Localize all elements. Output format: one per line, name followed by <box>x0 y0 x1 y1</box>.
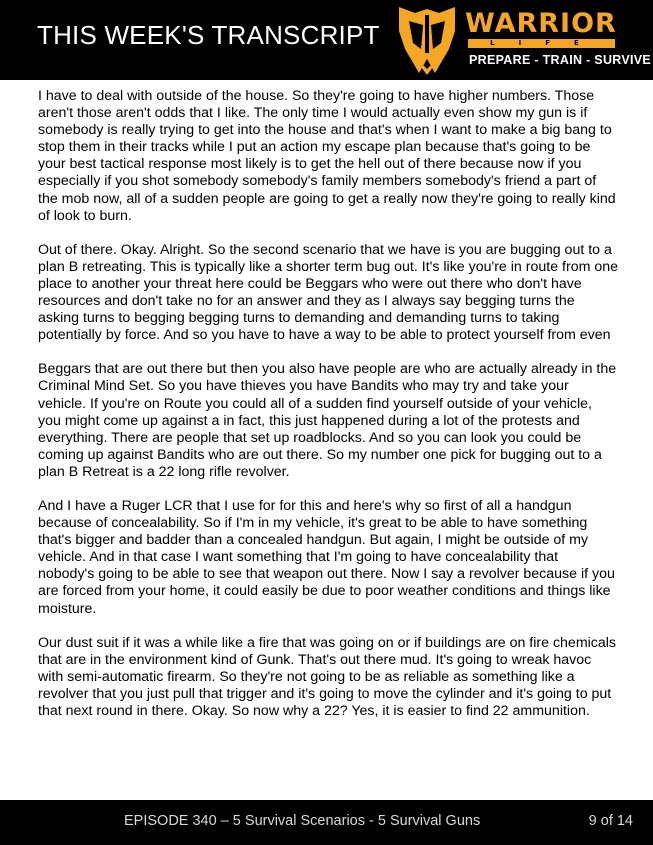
episode-title: EPISODE 340 – 5 Survival Scenarios - 5 Survival Guns <box>124 813 481 829</box>
footer-bar <box>0 800 653 845</box>
paragraph: Out of there. Okay. Alright. So the second scenario that we have is you are bugging out to a plan B retreating. This is typically like a shorter term bug out. It's like you're in route from one place to another your threat here could be Beggars who were out there who don't have resources and don't take no for an answer and they as I always say begging turns the asking turns to begging begging turns to demanding and demanding turns to taking potentially by force. And so you have to have a way to be able to protect yourself from even <box>38 241 619 344</box>
warrior-life-logo <box>393 3 652 75</box>
paragraph: I have to deal with outside of the house. So they're going to have higher numbers. Those aren't those aren't odds that I like. The only time I would actually even show my gun is if somebody is really trying to get into the house and that's when I want to make a big bang to stop them in their tracks while I put an action my escape plan because that's going to be your best tactical response most likely is to get the hell out of there because now if you especially if you shot somebody somebody's family members somebody's friend a part of the mob now, all of a sudden people are going to get a really now they're going to really kind of look to burn. <box>38 88 616 224</box>
paragraph: And I have a Ruger LCR that I use for for this and here's why so first of all a handgun because of concealability. So if I'm in my vehicle, it's great to be able to have something that's bigger and badder than a concealed handgun. But again, I might be outside of my vehicle. And in that case I want something that I'm going to have concealability that nobody's going to be able to see that weapon out there. Now I say a revolver because if you are forced from your home, it could easily be due to poor weather conditions and things like moisture. <box>38 497 615 617</box>
header-bar <box>0 0 653 80</box>
page-number: 9 of 14 <box>588 813 633 829</box>
helmet-logo-icon <box>393 3 461 75</box>
transcript-body <box>38 88 618 737</box>
logo-subtitle: LIFE <box>468 39 615 48</box>
paragraph: Beggars that are out there but then you also have people are who are actually already in the Criminal Mind Set. So you have thieves you have Bandits who may try and take your vehicle. If you're on Route you could all of a sudden find yourself outside of your vehicle, you might come up against a in fact, this just happened during a lot of the protests and everything. There are people that set up roadblocks. And so you can look you could be coming up against Bandits who are out there. So my number one pick for bugging out to a plan B Retreat is a 22 long rifle revolver. <box>38 361 617 480</box>
page-title: THIS WEEK'S TRANSCRIPT <box>37 20 380 50</box>
logo-wordmark: WARRIOR <box>465 8 617 39</box>
logo-tagline: PREPARE - TRAIN - SURVIVE <box>469 53 652 67</box>
paragraph: Our dust suit if it was a while like a fire that was going on or if buildings are on fire chemicals that are in the environment kind of Gunk. That's out there mud. It's going to wreak havoc with semi-automatic firearm. So they're not going to be as reliable as something like a revolver that you just pull that trigger and it's going to move the cylinder and it's going to put that next round in there. Okay. So now why a 22? Yes, it is easier to find 22 ammunition. <box>38 634 617 719</box>
